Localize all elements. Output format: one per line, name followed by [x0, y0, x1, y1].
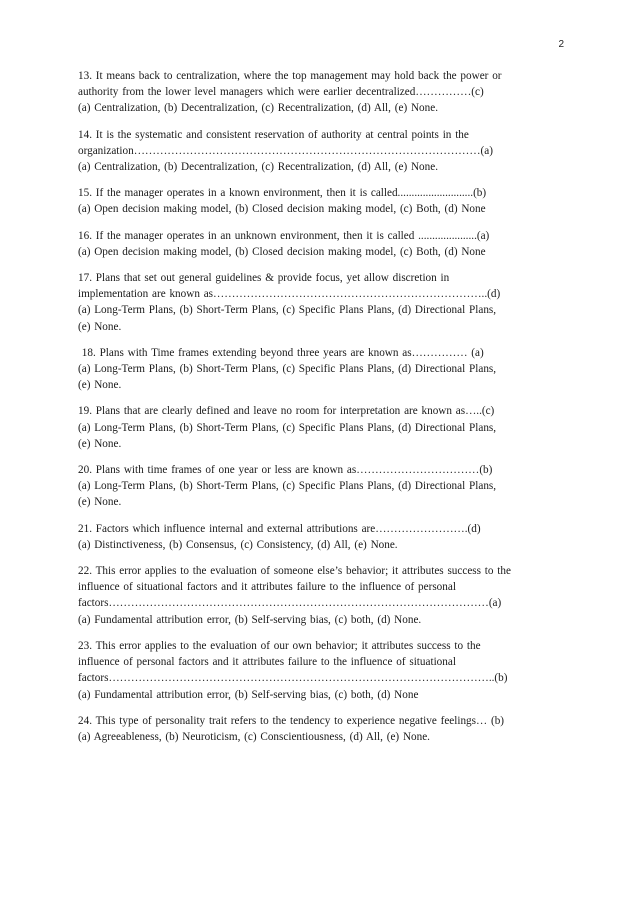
page-number: 2 [558, 39, 564, 50]
question-14 [78, 127, 564, 176]
question-text: organization…………………………………………………………………………………(a) [78, 144, 493, 157]
question-text: 20. Plans with time frames of one year or less are known as……………………………(b) [78, 464, 493, 477]
question-text: 18. Plans with Time frames extending beyond three years are known as…………… (a) [78, 346, 484, 359]
question-text: authority from the lower level managers which were earlier decentralized……………(c) [78, 86, 484, 99]
question-16 [78, 228, 564, 260]
question-text: influence of situational factors and it attributes failure to the influence of personal [78, 581, 456, 594]
question-text: 16. If the manager operates in an unknown environment, then it is called .....................(a) [78, 229, 490, 242]
question-13 [78, 68, 564, 117]
question-15 [78, 185, 564, 217]
question-20 [78, 462, 564, 511]
question-text: 23. This error applies to the evaluation of our own behavior; it attributes success to the [78, 639, 481, 652]
question-text: factors…………………………………………………………………………………………..(b) [78, 672, 508, 685]
question-text: 22. This error applies to the evaluation of someone else’s behavior; it attributes success to the [78, 565, 511, 578]
answer-options: (a) Long-Term Plans, (b) Short-Term Plans, (c) Specific Plans Plans, (d) Directional Plans, [78, 480, 497, 493]
question-22 [78, 563, 564, 628]
answer-options: (a) Open decision making model, (b) Closed decision making model, (c) Both, (d) None [78, 203, 486, 216]
answer-options: (a) Centralization, (b) Decentralization, (c) Recentralization, (d) All, (e) None. [78, 161, 439, 174]
question-text: 19. Plans that are clearly defined and leave no room for interpretation are known as…..(c) [78, 405, 495, 418]
answer-options: (a) Fundamental attribution error, (b) Self-serving bias, (c) both, (d) None [78, 688, 419, 701]
question-text: factors…………………………………………………………………………………………(a) [78, 597, 502, 610]
answer-options: (e) None. [78, 379, 122, 392]
answer-options: (a) Long-Term Plans, (b) Short-Term Plans, (c) Specific Plans Plans, (d) Directional Plans, [78, 363, 497, 376]
question-list [78, 68, 564, 755]
answer-options: (e) None. [78, 320, 122, 333]
answer-options: (a) Long-Term Plans, (b) Short-Term Plans, (c) Specific Plans Plans, (d) Directional Plans, [78, 421, 497, 434]
question-text: influence of personal factors and it attributes failure to the influence of situational [78, 656, 456, 669]
question-text: 17. Plans that set out general guidelines & provide focus, yet allow discretion in [78, 272, 450, 285]
answer-options: (e) None. [78, 437, 122, 450]
question-text: 24. This type of personality trait refers to the tendency to experience negative feelings… (b) [78, 714, 505, 727]
question-24 [78, 713, 564, 745]
question-19 [78, 403, 564, 452]
question-text: 21. Factors which influence internal and external attributions are…………………….(d) [78, 522, 481, 535]
question-17 [78, 270, 564, 335]
answer-options: (a) Open decision making model, (b) Closed decision making model, (c) Both, (d) None [78, 245, 486, 258]
question-23 [78, 638, 564, 703]
answer-options: (a) Long-Term Plans, (b) Short-Term Plans, (c) Specific Plans Plans, (d) Directional Plans, [78, 304, 497, 317]
answer-options: (a) Fundamental attribution error, (b) Self-serving bias, (c) both, (d) None. [78, 613, 422, 626]
question-text: 13. It means back to centralization, where the top management may hold back the power or [78, 70, 502, 82]
question-text: implementation are known as………………………………………………………………..(d) [78, 288, 501, 301]
question-text: 15. If the manager operates in a known environment, then it is called...........................(b) [78, 187, 487, 200]
answer-options: (a) Distinctiveness, (b) Consensus, (c) Consistency, (d) All, (e) None. [78, 538, 398, 551]
answer-options: (e) None. [78, 496, 122, 509]
question-text: 14. It is the systematic and consistent reservation of authority at central points in the [78, 128, 469, 141]
answer-options: (a) Centralization, (b) Decentralization, (c) Recentralization, (d) All, (e) None. [78, 102, 439, 115]
question-18 [78, 345, 564, 394]
answer-options: (a) Agreeableness, (b) Neuroticism, (c) Conscientiousness, (d) All, (e) None. [78, 730, 430, 743]
question-21 [78, 521, 564, 553]
